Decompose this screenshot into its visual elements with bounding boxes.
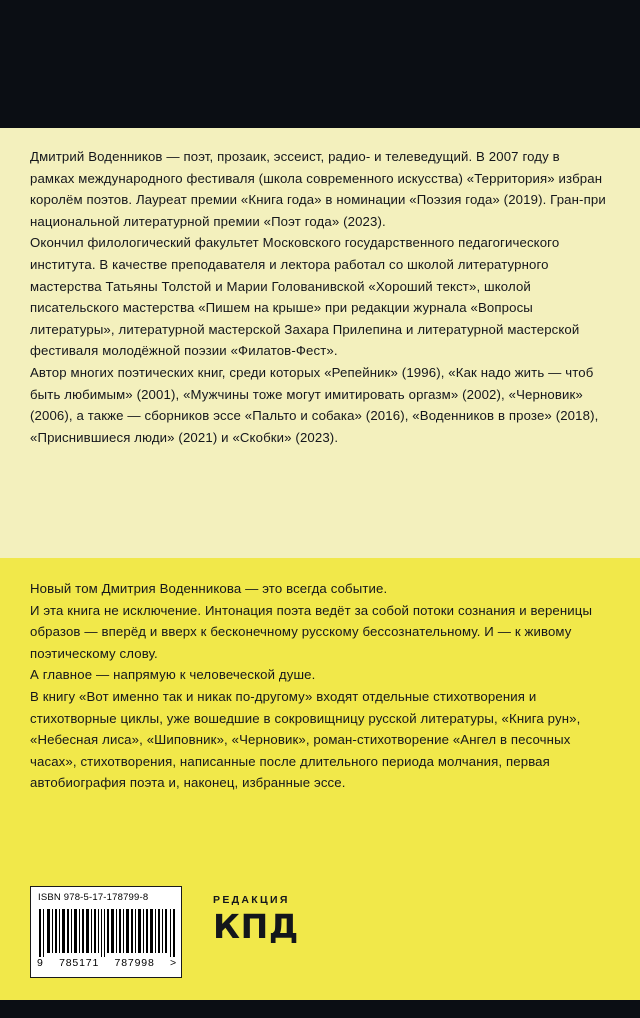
top-frame-band (0, 0, 640, 128)
book-description-text (30, 578, 608, 794)
barcode-icon (39, 909, 175, 957)
publisher-logo-text: КПД (213, 907, 299, 946)
book-paragraph: Новый том Дмитрия Воденникова — это всегда событие. (30, 581, 388, 596)
barcode-digit-group-middle: 785171 (59, 957, 100, 969)
bottom-frame-band (0, 1000, 640, 1018)
author-biography-text (30, 146, 608, 448)
author-paragraph: Окончил филологический факультет Московского государственного педагогического института. В качестве преподавателя и лектора работал со школой литературного мастерства Татьяны Толстой и Марии Голованивской «Хороший текст», школой писательского мастерства «Пишем на крыше» при редакции журнала «Вопросы литературы», литературной мастерской Захара Прилепина и литературной мастерской фестиваля молодёжной поэзии «Филатов-Фест». (30, 235, 580, 359)
isbn-label: ISBN 978-5-17-178799-8 (38, 892, 149, 903)
barcode-digit-group-right: 787998 (114, 957, 155, 969)
barcode-digit-group-end: > (170, 957, 177, 969)
author-paragraph: Дмитрий Воденников — поэт, прозаик, эссеист, радио- и телеведущий. В 2007 году в рамках международного фестиваля (школа современного искусства) «Территория» избран королём поэтов. Лауреат премии «Книга года» в номинации «Поэзия года» (2019). Гран-при национальной литературной премии «Поэт года» (2023). (30, 149, 606, 229)
publisher-logo-block (213, 894, 383, 944)
barcode-digit-group-left: 9 (37, 957, 44, 969)
isbn-barcode-box (30, 886, 182, 978)
footer-area (30, 886, 608, 982)
barcode-digits (37, 957, 177, 969)
book-paragraph: И эта книга не исключение. Интонация поэта ведёт за собой потоки сознания и вереницы образов — вперёд и вверх к бесконечному русскому бессознательному. И — к живому поэтическому слову. (30, 602, 593, 661)
author-paragraph: Автор многих поэтических книг, среди которых «Репейник» (1996), «Как надо жить — чтоб быть любимым» (2001), «Мужчины тоже могут имитировать оргазм» (2002), «Черновик» (2006), а также — сборников эссе «Пальто и собака» (2016), «Воденников в прозе» (2018), «Приснившиеся люди» (2021) и «Скобки» (2023). (30, 364, 599, 445)
publisher-name: РЕДАКЦИЯ (213, 894, 290, 906)
book-paragraph: В книгу «Вот именно так и никак по-другому» входят отдельные стихотворения и стихотворные циклы, уже вошедшие в сокровищницу русской литературы, «Книга рун», «Небесная лиса», «Шиповник», «Черновик», роман-стихотворение «Ангел в песочных часах», стихотворения, написанные после длительного периода молчания, первая автобиография поэта и, наконец, избранные эссе. (30, 688, 581, 791)
book-paragraph: А главное — напрямую к человеческой душе. (30, 667, 316, 683)
